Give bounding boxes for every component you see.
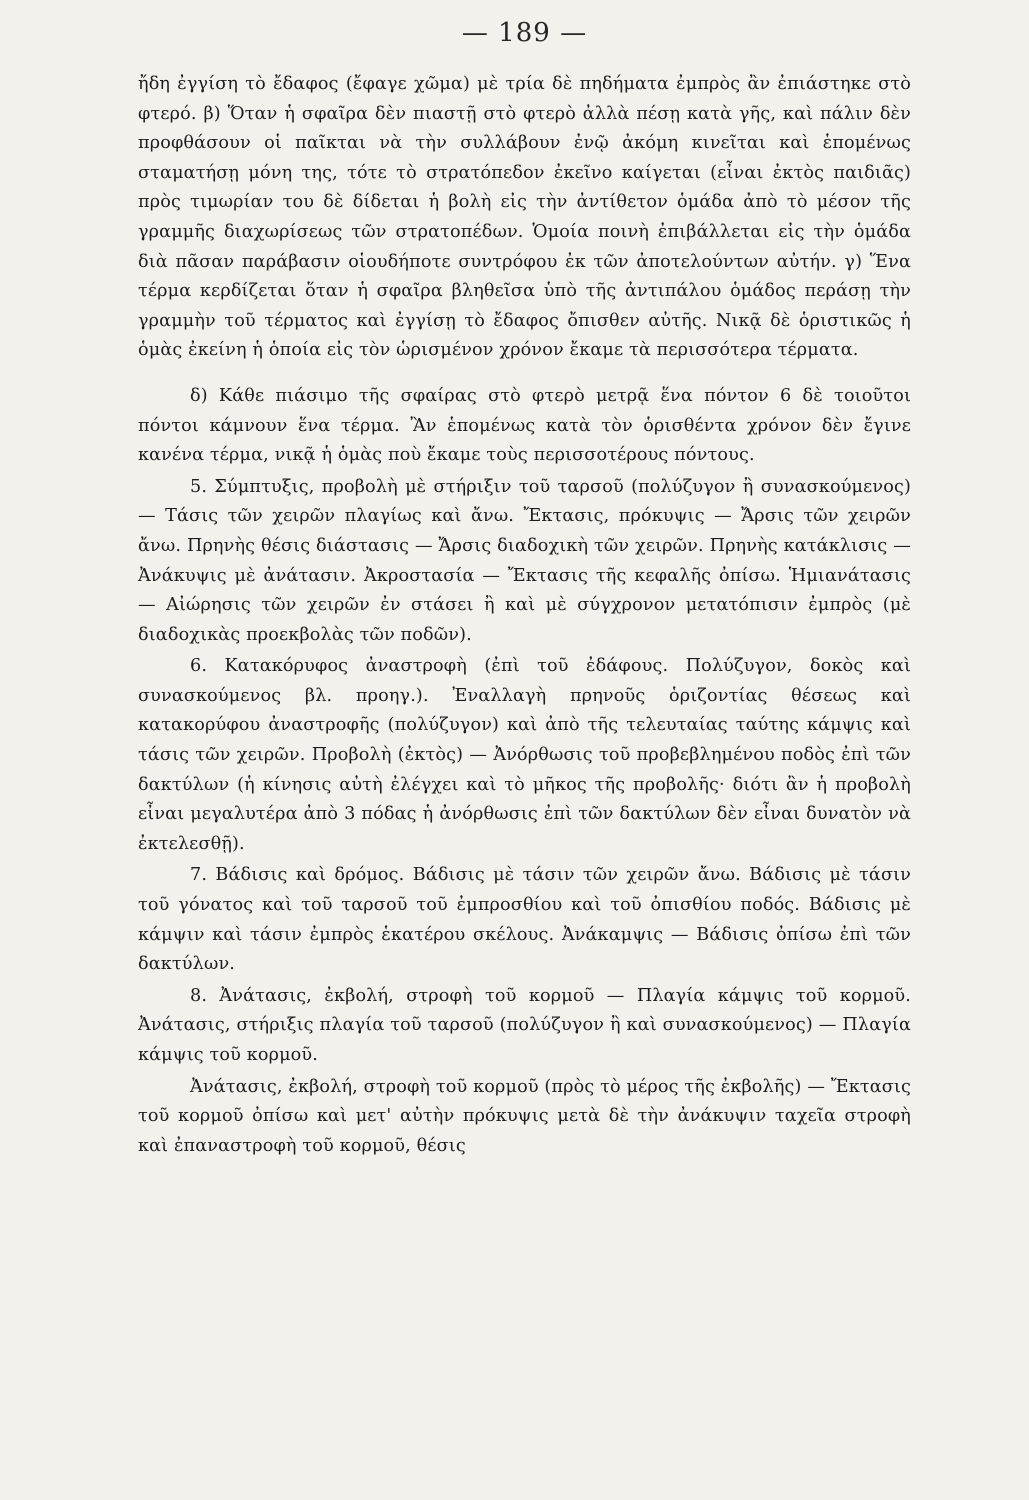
- paragraph-exercise-8: 8. Ἀνάτασις, ἐκβολή, στροφὴ τοῦ κορμοῦ — Πλαγία κάμψις τοῦ κορμοῦ. Ἀνάτασις, στήριξις πλαγία τοῦ ταρσοῦ (πολύζυγον ἢ καὶ συνασκούμενος) — Πλαγία κάμψις τοῦ κορμοῦ.: [138, 985, 911, 1065]
- paragraph-rule-d-points: δ) Κάθε πιάσιμο τῆς σφαίρας στὸ φτερὸ μετρᾷ ἕνα πόντον 6 δὲ τοιοῦτοι πόντοι κάμνουν ἕνα τέρμα. Ἂν ἑπομένως κατὰ τὸν ὁρισθέντα χρόνον δὲν ἔγινε κανένα τέρμα, νικᾷ ἡ ὁμὰς ποὺ ἔκαμε τοὺς περισσοτέρους πόντους.: [138, 385, 911, 466]
- page-number: — 189 —: [461, 18, 588, 48]
- paragraph-continuation-ball-rules: ἤδη ἐγγίση τὸ ἔδαφος (ἔφαγε χῶμα) μὲ τρία δὲ πηδήματα ἐμπρὸς ἂν ἐπιάστηκε στὸ φτερό. β) Ὅταν ἡ σφαῖρα δὲν πιαστῇ στὸ φτερὸ ἀλλὰ πέσῃ κατὰ γῆς, καὶ πάλιν δὲν προφθάσουν οἱ παῖκται νὰ τὴν συλλάβουν ἐνῷ ἀκόμη κινεῖται καὶ ἑπομένως σταματήσῃ μόνη της, τότε τὸ στρατόπεδον ἐκεῖνο καίγεται (εἶναι ἐκτὸς παιδιᾶς) πρὸς τιμωρίαν του δὲ δίδεται ἡ βολὴ εἰς τὴν ἀντίθετον ὁμάδα ἀπὸ τὸ μέσον τῆς γραμμῆς διαχωρίσεως τῶν στρατοπέδων. Ὁμοία ποινὴ ἐπιβάλλεται εἰς τὴν ὁμάδα διὰ πᾶσαν παράβασιν οἱουδήποτε συντρόφου ἐκ τῶν ἀποτελούντων αὐτήν. γ) Ἕνα τέρμα κερδίζεται ὅταν ἡ σφαῖρα βληθεῖσα ὑπὸ τῆς ἀντιπάλου ὁμάδος περάσῃ τὴν γραμμὴν τοῦ τέρματος καὶ ἐγγίσῃ τὸ ἔδαφος ὄπισθεν αὐτῆς. Νικᾷ δὲ ὁριστικῶς ἡ ὁμὰς ἐκείνη ἡ ὁποία εἰς τὸν ὡρισμένον χρόνον ἔκαμε τὰ περισσότερα τέρματα.: [138, 74, 911, 361]
- paragraph-exercise-7: 7. Βάδισις καὶ δρόμος. Βάδισις μὲ τάσιν τῶν χειρῶν ἄνω. Βάδισις μὲ τάσιν τοῦ γόνατος καὶ τοῦ ταρσοῦ τοῦ ἐμπροσθίου καὶ τοῦ ὀπισθίου ποδός. Βάδισις μὲ κάμψιν καὶ τάσιν ἐμπρὸς ἑκατέρου σκέλους. Ἀνάκαμψις — Βάδισις ὀπίσω ἐπὶ τῶν δακτύλων.: [138, 865, 911, 975]
- paragraph-exercise-5: 5. Σύμπτυξις, προβολὴ μὲ στήριξιν τοῦ ταρσοῦ (πολύζυγον ἢ συνασκούμενος) — Τάσις τῶν χειρῶν πλαγίως καὶ ἄνω. Ἔκτασις, πρόκυψις — Ἄρσις τῶν χειρῶν ἄνω. Πρηνὴς θέσις διάστασις — Ἄρσις διαδοχικὴ τῶν χειρῶν. Πρηνὴς κατάκλισις — Ἀνάκυψις μὲ ἀνάτασιν. Ἀκροστασία — Ἔκτασις τῆς κεφαλῆς ὀπίσω. Ἡμιανάτασις — Αἰώρησις τῶν χειρῶν ἐν στάσει ἢ καὶ μὲ σύγχρονον μετατόπισιν ἐμπρὸς (μὲ διαδοχικὰς προεκβολὰς τῶν ποδῶν).: [138, 476, 911, 645]
- paragraph-exercise-8-continued: Ἀνάτασις, ἐκβολή, στροφὴ τοῦ κορμοῦ (πρὸς τὸ μέρος τῆς ἐκβολῆς) — Ἔκτασις τοῦ κορμοῦ ὀπίσω καὶ μετ' αὐτὴν πρόκυψις μετὰ δὲ τὴν ἀνάκυψιν ταχεῖα στροφὴ καὶ ἐπαναστροφὴ τοῦ κορμοῦ, θέσις: [138, 1076, 911, 1156]
- paragraph-exercise-6: 6. Κατακόρυφος ἀναστροφὴ (ἐπὶ τοῦ ἐδάφους. Πολύζυγον, δοκὸς καὶ συνασκούμενος βλ. προηγ.). Ἐναλλαγὴ πρηνοῦς ὁριζοντίας θέσεως καὶ κατακορύφου ἀναστροφῆς (πολύζυγον) καὶ ἀπὸ τῆς τελευταίας ταύτης κάμψις καὶ τάσις τῶν χειρῶν. Προβολὴ (ἐκτὸς) — Ἀνόρθωσις τοῦ προβεβλημένου ποδὸς ἐπὶ τῶν δακτύλων (ἡ κίνησις αὐτὴ ἐλέγχει καὶ τὸ μῆκος τῆς προβολῆς· διότι ἂν ἡ προβολὴ εἶναι μεγαλυτέρα ἀπὸ 3 πόδας ἡ ἀνόρθωσις ἐπὶ τῶν δακτύλων δὲν εἶναι δυνατὸν νὰ ἐκτελεσθῇ).: [138, 656, 911, 854]
